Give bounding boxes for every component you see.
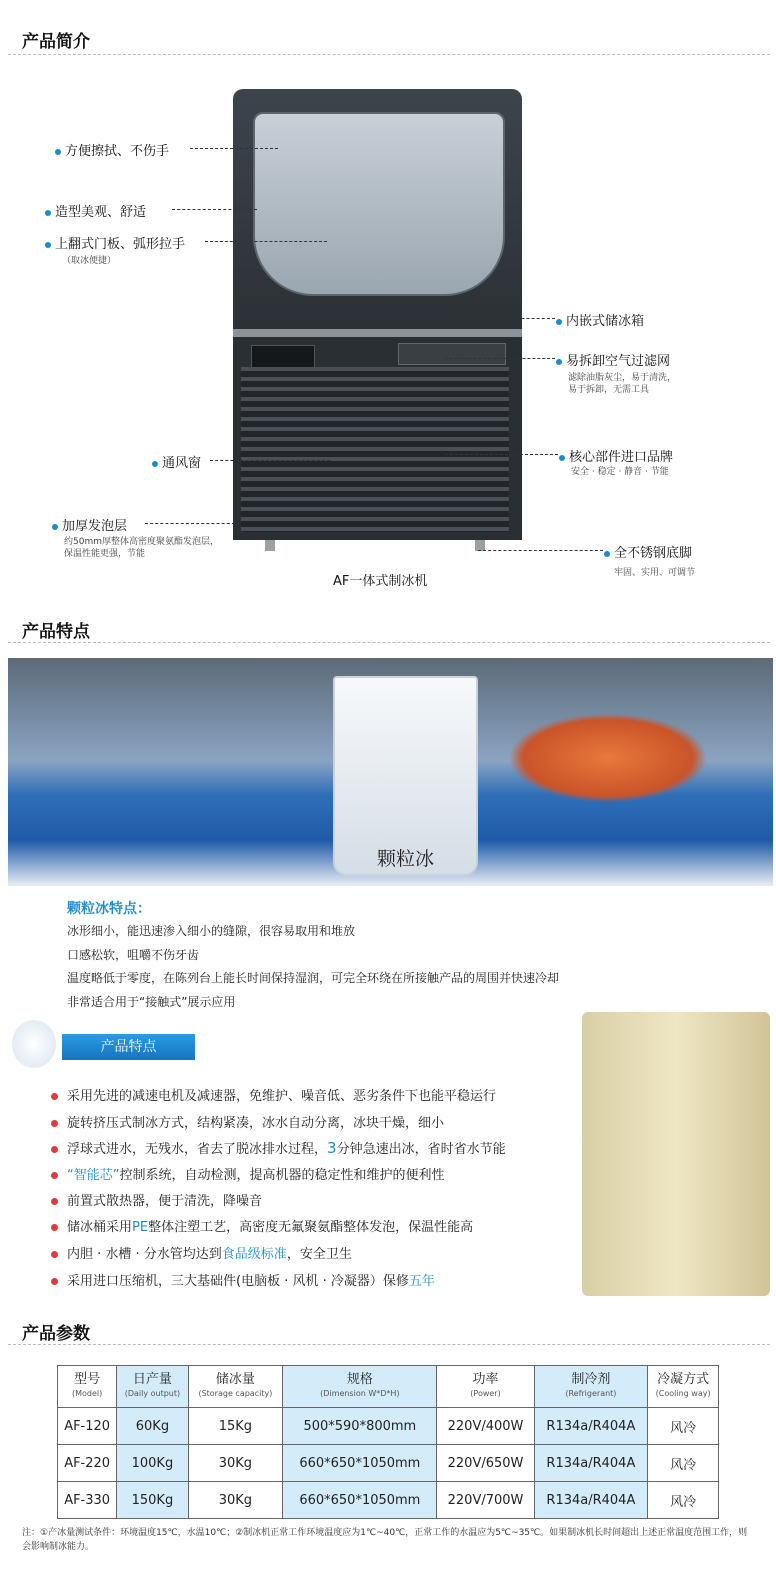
section-title-params: 产品参数 (22, 1324, 90, 1344)
bullet-dot (52, 524, 58, 530)
cell: 500*590*800mm (283, 1408, 437, 1445)
cell: 60Kg (117, 1408, 188, 1445)
bullet-dot (604, 551, 610, 557)
red-dot (51, 1120, 58, 1127)
ice-machine-image (233, 89, 522, 551)
cell: AF-120 (58, 1408, 117, 1445)
bullet-dot (45, 210, 51, 216)
granular-line: 非常适合用于“接触式”展示应用 (67, 995, 236, 1009)
leader-line (205, 241, 327, 242)
cell: R134a/R404A (534, 1445, 648, 1482)
label-easy-wipe: 方便擦拭、不伤手 (55, 140, 169, 159)
granular-line: 温度略低于零度，在陈列台上能长时间保持湿润，可完全环绕在所接触产品的周围并快速冷却 (67, 971, 560, 985)
auger-image (582, 1012, 770, 1296)
machine-seam (233, 329, 522, 337)
granular-title: 颗粒冰特点： (67, 901, 151, 917)
red-dot (51, 1224, 58, 1231)
cell: 风冷 (648, 1408, 719, 1445)
feature-item: 储冰桶采用PE整体注塑工艺，高密度无氟聚氨酯整体发泡，保温性能高 (51, 1216, 473, 1235)
machine-top-cabinet (233, 89, 522, 335)
bullet-dot (45, 242, 51, 248)
th-storage: 储冰量 (Storage capacity) (188, 1366, 283, 1408)
divider (8, 1344, 770, 1345)
th-dimension: 规格 (Dimension W*D*H) (283, 1366, 437, 1408)
label-storage-bin: 内嵌式储冰箱 (556, 310, 644, 329)
leader-line (478, 550, 603, 551)
machine-caption: AF一体式制冰机 (333, 574, 428, 589)
leader-line (445, 454, 558, 455)
label-flip-door-sub: （取冰便捷） (62, 256, 117, 266)
glass-label: 颗粒冰 (376, 848, 434, 870)
cell: AF-330 (58, 1482, 117, 1519)
leader-line (444, 358, 555, 359)
label-foam: 加厚发泡层 (52, 515, 127, 534)
cell: 220V/700W (437, 1482, 534, 1519)
label-core-parts-sub: 安全 · 稳定 · 静音 · 节能 (571, 467, 669, 477)
cell: 30Kg (188, 1445, 283, 1482)
cell: AF-220 (58, 1445, 117, 1482)
divider (8, 642, 770, 643)
table-row (58, 1408, 719, 1445)
feature-item: 浮球式进水，无残水，省去了脱冰排水过程，3分钟急速出冰，省时省水节能 (51, 1138, 506, 1157)
machine-foot-left (265, 540, 275, 551)
cell: 15Kg (188, 1408, 283, 1445)
machine-base (233, 337, 522, 540)
bullet-dot (152, 461, 158, 467)
table-row (58, 1445, 719, 1482)
bullet-dot (559, 455, 565, 461)
cell: 30Kg (188, 1482, 283, 1519)
bullet-dot (55, 149, 61, 155)
label-design: 造型美观、舒适 (45, 201, 146, 220)
label-foam-sub: 约50mm厚整体高密度聚氨酯发泡层， 保温性能更强，节能 (64, 537, 219, 559)
bullet-dot (556, 359, 562, 365)
leader-line (455, 318, 555, 319)
granular-line: 口感松软，咀嚼不伤牙齿 (67, 948, 200, 962)
feature-item: 旋转挤压式制冰方式，结构紧凑，冰水自动分离，冰块干燥，细小 (51, 1112, 444, 1131)
table-row (58, 1482, 719, 1519)
section-title-intro: 产品简介 (22, 32, 90, 52)
feature-item: 采用进口压缩机，三大基础件(电脑板 · 风机 · 冷凝器）保修五年 (51, 1270, 435, 1289)
divider (8, 54, 770, 55)
cell: 660*650*1050mm (283, 1482, 437, 1519)
machine-door (253, 112, 505, 296)
table-note: 注：①产冰量测试条件：环境温度15℃，水温10℃；②制冰机正常工作环境温度应为1℃~40℃，正常工作的水温应为5℃~35℃。如果制冰机长时间超出上述正常温度范围工作，则会影响制冰能力。 (22, 1528, 748, 1552)
feature-badge: 产品特点 (62, 1034, 195, 1060)
cell: 150Kg (117, 1482, 188, 1519)
cell: 660*650*1050mm (283, 1445, 437, 1482)
red-dot (51, 1198, 58, 1205)
label-core-parts: 核心部件进口品牌 (559, 446, 673, 465)
granular-ice-banner (8, 658, 773, 886)
label-filter-sub: 滤除油脂灰尘，易于清洗， 易于拆卸，无需工具 (568, 373, 677, 395)
label-flip-door: 上翻式门板、弧形拉手 (45, 233, 185, 252)
label-feet-sub: 牢固、实用、可调节 (614, 568, 696, 578)
red-dot (51, 1146, 58, 1153)
table-header-row (58, 1366, 719, 1408)
th-cooling: 冷凝方式 (Cooling way) (648, 1366, 719, 1408)
cell: 220V/400W (437, 1408, 534, 1445)
cell: 100Kg (117, 1445, 188, 1482)
th-power: 功率 (Power) (437, 1366, 534, 1408)
feature-item: 内胆 · 水槽 · 分水管均达到食品级标准，安全卫生 (51, 1243, 352, 1262)
granular-line: 冰形细小，能迅速渗入细小的缝隙，很容易取用和堆放 (67, 924, 356, 938)
leader-line (210, 460, 330, 461)
leader-line (190, 148, 278, 149)
red-dot (51, 1172, 58, 1179)
section-title-features: 产品特点 (22, 622, 90, 642)
spec-table (57, 1365, 719, 1519)
air-filter (398, 343, 506, 365)
label-vent: 通风窗 (152, 452, 201, 471)
th-daily-output: 日产量 (Daily output) (117, 1366, 188, 1408)
ice-glass-image (333, 676, 478, 876)
leader-line (172, 209, 257, 210)
shrimp-image (508, 713, 708, 803)
feature-item: 采用先进的减速电机及减速器，免维护、噪音低、恶劣条件下也能平稳运行 (51, 1085, 496, 1104)
feature-item: 前置式散热器，便于清洗，降噪音 (51, 1190, 262, 1209)
cell: R134a/R404A (534, 1482, 648, 1519)
leader-line (145, 523, 240, 524)
label-filter: 易拆卸空气过滤网 (556, 350, 670, 369)
red-dot (51, 1278, 58, 1285)
cell: R134a/R404A (534, 1408, 648, 1445)
vent-grille (241, 367, 509, 532)
red-dot (51, 1093, 58, 1100)
cell: 风冷 (648, 1482, 719, 1519)
th-refrigerant: 制冷剂 (Refrigerant) (534, 1366, 648, 1408)
snowman-icon (12, 1020, 56, 1068)
th-model: 型号 (Model) (58, 1366, 117, 1408)
feature-item: “智能芯”控制系统，自动检测，提高机器的稳定性和维护的便利性 (51, 1164, 445, 1183)
cell: 220V/650W (437, 1445, 534, 1482)
label-feet: 全不锈钢底脚 (604, 542, 692, 561)
bullet-dot (556, 319, 562, 325)
cell: 风冷 (648, 1445, 719, 1482)
red-dot (51, 1251, 58, 1258)
